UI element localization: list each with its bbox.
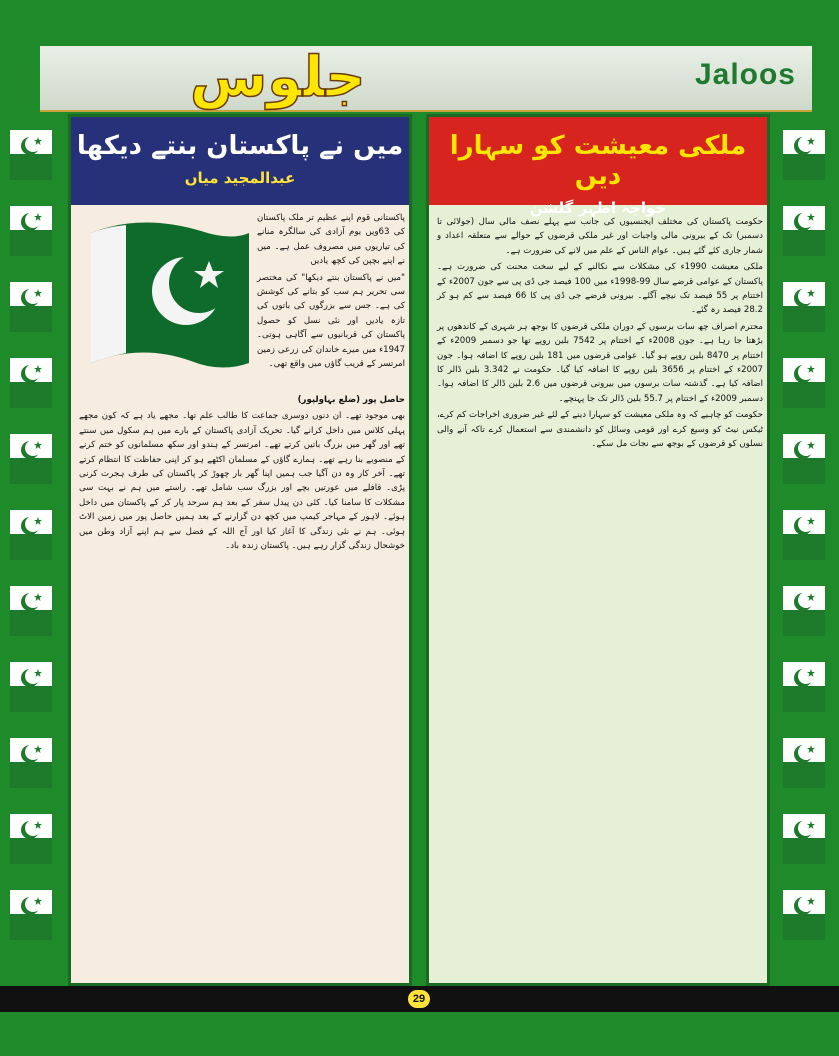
article-left-title: میں نے پاکستان بنتے دیکھا <box>76 131 404 161</box>
crescent-star-icon <box>790 210 818 232</box>
svg-text:جلوس: جلوس <box>190 45 366 110</box>
crescent-star-icon <box>17 134 45 156</box>
article-right-header <box>429 117 767 217</box>
crescent-star-icon <box>790 742 818 764</box>
crescent-star-icon <box>790 514 818 536</box>
flag-tile <box>783 206 825 256</box>
article-left-header <box>71 117 409 205</box>
crescent-star-icon <box>790 134 818 156</box>
crescent-star-icon <box>790 894 818 916</box>
paragraph: حکومت پاکستان کی مختلف ایجنسیوں کی جانب سے پہلے نصف مالی سال (جولائی تا دسمبر) تک کے بیرونی مالی واجبات اور غیر ملکی قرضوں کے حوالے سے متعلقہ اعداد و شمار جاری کئے گئے ہیں۔ عوام الناس کے علم میں لانے کی ضرورت ہے۔ <box>437 217 763 256</box>
article-right-title: ملکی معیشت کو سہارا دیں <box>449 131 747 191</box>
crescent-star-icon <box>790 666 818 688</box>
flag-tile <box>783 738 825 788</box>
crescent-star-icon <box>790 362 818 384</box>
flag-tile <box>10 282 52 332</box>
paragraph: محترم اصراف چھ سات برسوں کے دوران ملکی قرضوں کا بوجھ ہر شہری کے کاندھوں پر بڑھتا جا رہا ہے۔ جون 2008ء کے اختتام پر 7542 بلین روپے تھا جو دسمبر 2009ء کے اختتام پر 8470 بلین روپے ہو گیا۔ عوامی قرضوں میں 181 بلین روپے کا اضافہ ہوا۔ جون 2007ء کے اختتام پر 3656 بلین روپے کا اضافہ کیا گیا۔ حکومت نے 3.342 بلین ڈالر کا اضافہ کیا ہے۔ گذشتہ سات برسوں میں بیرونی قرضوں میں 2.6 بلین ڈالر کا اضافہ ہوا۔ دسمبر 2009ء کے اختتام پر 55.7 بلین ڈالر تک جا پہنچے۔ <box>437 321 763 404</box>
flag-tile <box>10 662 52 712</box>
article-left-intro <box>257 211 405 391</box>
flag-tile <box>783 282 825 332</box>
crescent-star-icon <box>17 286 45 308</box>
flag-tile <box>783 814 825 864</box>
crescent-star-icon <box>17 894 45 916</box>
article-left-author: عبدالمجید میاں <box>184 169 296 187</box>
flag-tile <box>10 510 52 560</box>
article-right-author: خواجہ اظہر گلشن <box>529 199 667 217</box>
magazine-header <box>40 46 812 112</box>
flag-tile <box>10 206 52 256</box>
jaloos-urdu-logo <box>90 34 366 114</box>
flag-tile <box>10 434 52 484</box>
crescent-star-icon <box>17 362 45 384</box>
page-number: 29 <box>408 990 430 1008</box>
flag-tile <box>783 434 825 484</box>
flag-tile <box>783 358 825 408</box>
flag-tile <box>783 890 825 940</box>
crescent-star-icon <box>790 818 818 840</box>
flag-tile <box>10 814 52 864</box>
paragraph: "میں نے پاکستان بنتے دیکھا" کی مختصر سی تحریر ہم سب کو بتانے کی کوشش کی ہے۔ جس سے بزرگوں کی باتوں کی تازہ یادیں اور نئی نسل کو حصول پاکستان کی قربانیوں سے آگاہی ہوتی۔ 1947ء میں میرے خاندان کی زرعی زمین امرتسر کے قریب گاؤں میں واقع تھی۔ <box>257 272 405 370</box>
crescent-star-icon <box>790 590 818 612</box>
pakistan-flag-image <box>81 213 251 373</box>
crescent-star-icon <box>790 438 818 460</box>
paragraph: ملکی معیشت 1990ء کی مشکلات سے نکالنے کے لیے سخت محنت کی ضرورت ہے۔ پاکستان کے عوامی قرضے سال 99-1998ء میں 100 فیصد جی ڈی پی سے جون 2007ء کے اختتام پر 55 فیصد تک نیچے آگئے۔ بیرونی قرضے جی ڈی پی کا 66 فیصد سے کم ہو کر 28.2 فیصد رہ گئے۔ <box>437 262 763 316</box>
crescent-star-icon <box>17 210 45 232</box>
place-caption: حاصل پور (ضلع بہاولپور) <box>297 395 405 405</box>
crescent-star-icon <box>17 818 45 840</box>
crescent-star-icon <box>17 742 45 764</box>
crescent-star-icon <box>17 666 45 688</box>
crescent-star-icon <box>17 438 45 460</box>
paragraph: حکومت کو چاہیے کہ وہ ملکی معیشت کو سہارا دینے کے لئے غیر ضروری اخراجات کم کرے، ٹیکس نیٹ کو وسیع کرے اور قومی وسائل کو دانشمندی سے استعمال کرے تاکہ آنے والی نسلوں کو قرضوں کے بوجھ سے نجات مل سکے۔ <box>437 410 763 450</box>
paragraph: پاکستانی قوم اپنے عظیم تر ملک پاکستان کی 63ویں یوم آزادی کی سالگرہ منانے کی تیاریوں میں مصروف عمل ہے۔ میں نے اپنے بچپن کی کچھ یادیں <box>257 213 405 267</box>
flag-tile <box>783 662 825 712</box>
crescent-star-icon <box>17 514 45 536</box>
flag-tile <box>10 890 52 940</box>
crescent-star-icon <box>17 590 45 612</box>
flag-tile <box>783 130 825 180</box>
crescent-star-icon <box>790 286 818 308</box>
flag-tile <box>783 510 825 560</box>
flag-tile <box>10 130 52 180</box>
brand-title: Jaloos <box>694 58 796 91</box>
article-right <box>426 114 770 986</box>
flag-tile <box>10 586 52 636</box>
flag-tile <box>783 586 825 636</box>
flag-tile <box>10 358 52 408</box>
paragraph: بھی موجود تھے۔ ان دنوں دوسری جماعت کا طالب علم تھا۔ مجھے یاد ہے کہ کون مجھے پہلی کلاس میں داخل کرانے گیا۔ تحریک آزادی پاکستان کے بارے میں ہم سکول میں سنتے تھے اور گھر میں بزرگ باتیں کرتے تھے۔ امرتسر کے ہندو اور سکھ مسلمانوں کو ختم کرنے کے منصوبے بنا رہے تھے۔ ہمارے گاؤں کے مسلمان اکٹھے ہو کر اپنی حفاظت کا انتظام کرتے تھے۔ آخر کار وہ دن آگیا جب ہمیں اپنا گھر بار چھوڑ کر پاکستان کی طرف ہجرت کرنی پڑی۔ قافلے میں عورتیں بچے اور بزرگ سب شامل تھے۔ راستے میں ہم نے بہت سی مشکلات کا سامنا کیا۔ کئی دن پیدل سفر کے بعد ہم سرحد پار کر کے پاکستان میں داخل ہوئے۔ لاہور کے مہاجر کیمپ میں کچھ دن گزارنے کے بعد ہمیں حاصل پور میں زمین الاٹ ہوئی۔ ہم نے نئی زندگی کا آغاز کیا اور آج اللہ کے فضل سے ہم اپنے آزاد وطن میں خوشحال زندگی گزار رہے ہیں۔ پاکستان زندہ باد۔ <box>79 411 405 552</box>
flag-tile <box>10 738 52 788</box>
article-left-body <box>79 393 405 979</box>
article-right-body <box>437 215 763 979</box>
article-left <box>68 114 412 986</box>
